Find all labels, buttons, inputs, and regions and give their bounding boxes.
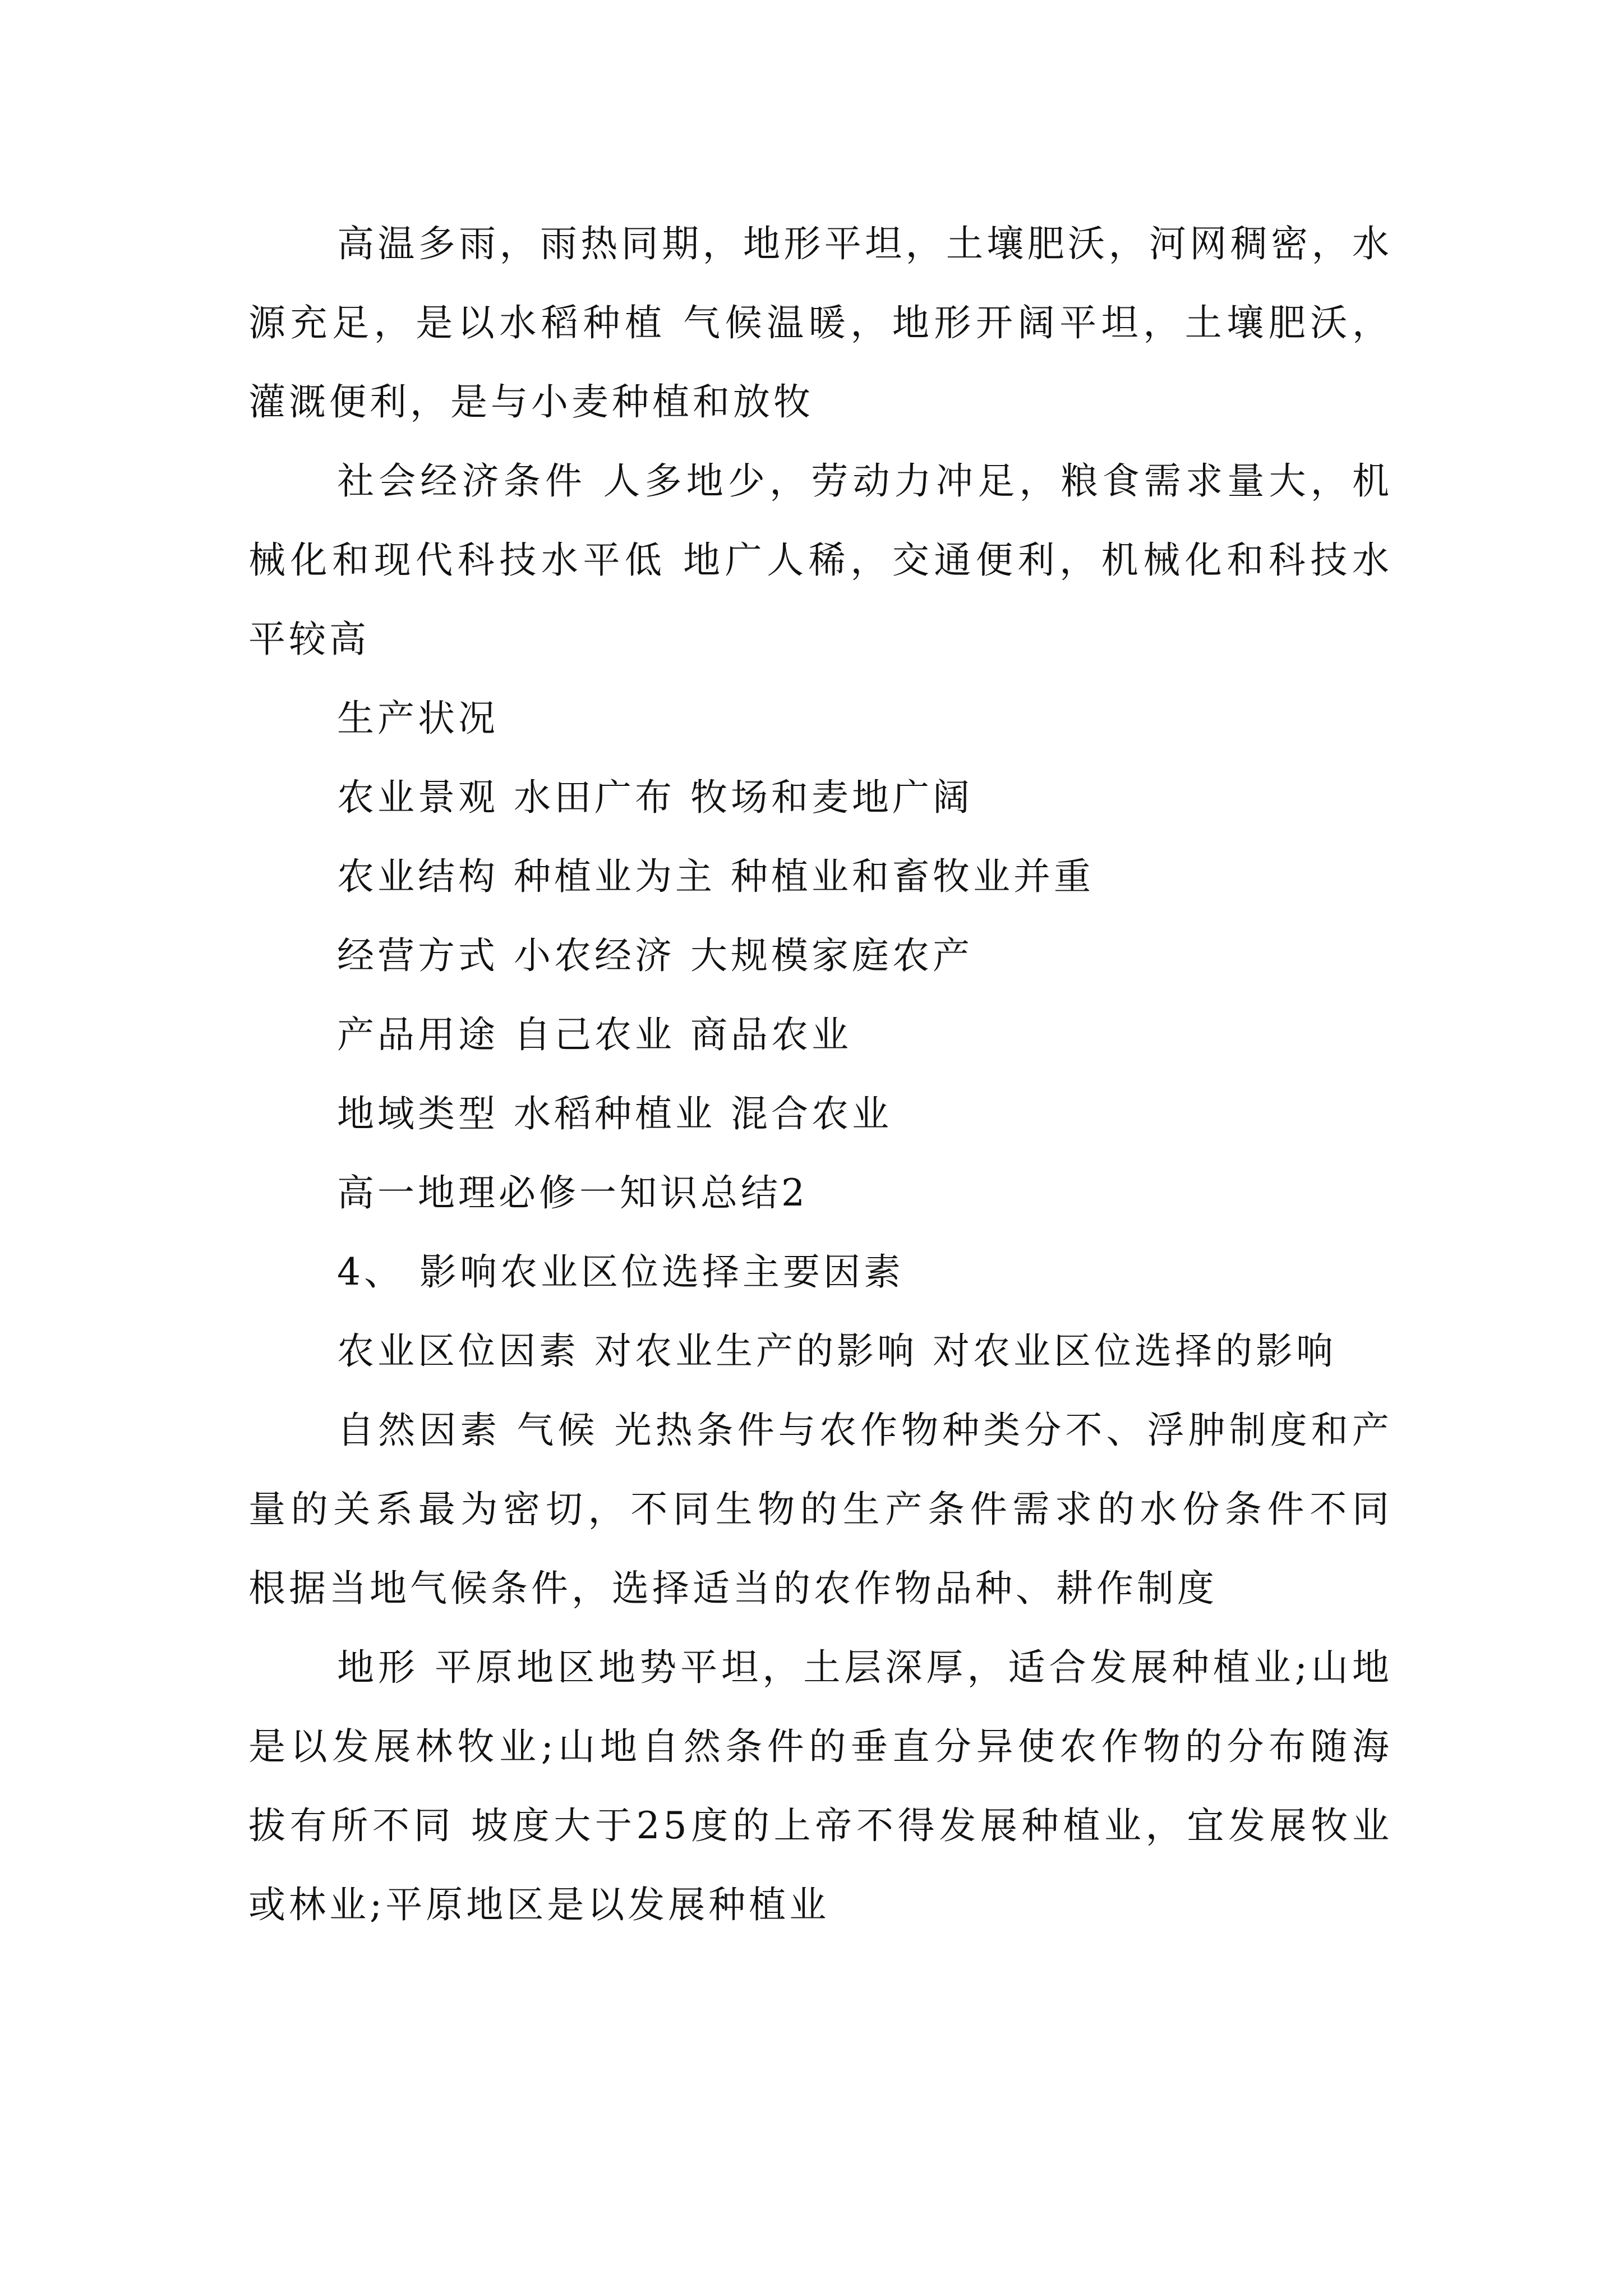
paragraph-terrain-factor: 地形 平原地区地势平坦，土层深厚，适合发展种植业;山地是以发展林牧业;山地自然条件的垂直分异使农作物的分布随海拔有所不同 坡度大于25度的上帝不得发展种植业，宜发展牧业或林业;平原地区是以发展种植业 (248, 1646, 1393, 1926)
paragraph-location-factors: 农业区位因素 对农业生产的影响 对农业区位选择的影响 (337, 1329, 1336, 1373)
paragraph-natural-conditions: 高温多雨，雨热同期，地形平坦，土壤肥沃，河网稠密，水源充足，是以水稻种植 气候温暖，地形开阔平坦，土壤肥沃，灌溉便利，是与小麦种植和放牧 (248, 222, 1393, 424)
paragraph-climate-factor: 自然因素 气候 光热条件与农作物种类分不、浮肿制度和产量的关系最为密切，不同生物的生产条件需求的水份条件不同 根据当地气候条件，选择适当的农作物品种、耕作制度 (248, 1409, 1393, 1610)
paragraph-regional-type: 地域类型 水稻种植业 混合农业 (337, 1092, 892, 1135)
paragraph-product-use: 产品用途 自己农业 商品农业 (337, 1013, 852, 1056)
paragraph-socioeconomic-conditions: 社会经济条件 人多地少，劳动力冲足，粮食需求量大，机械化和现代科技水平低 地广人稀，交通便利，机械化和科技水平较高 (248, 459, 1393, 661)
document-body (248, 204, 1393, 1944)
paragraph-production-status: 生产状况 (337, 697, 499, 740)
section-heading: 高一地理必修一知识总结2 (337, 1171, 808, 1214)
paragraph-agricultural-landscape: 农业景观 水田广布 牧场和麦地广阔 (337, 776, 973, 819)
numbered-heading: 4、 影响农业区位选择主要因素 (337, 1250, 904, 1294)
paragraph-management-mode: 经营方式 小农经济 大规模家庭农产 (337, 934, 973, 977)
paragraph-agricultural-structure: 农业结构 种植业为主 种植业和畜牧业并重 (337, 855, 1094, 898)
